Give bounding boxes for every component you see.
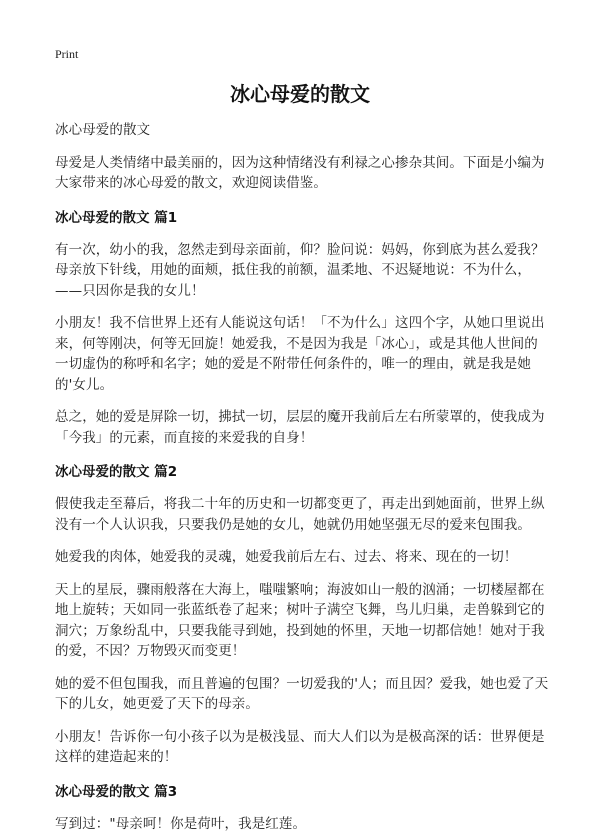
section-1-paragraph-1: 有一次，幼小的我，忽然走到母亲面前，仰？脸问说：妈妈，你到底为甚么爱我？母亲放下针线，用她的面颊，抵住我的前额，温柔地、不迟疑地说：不为什么，——只因你是我的女儿！	[55, 240, 550, 302]
section-heading-2: 冰心母爱的散文 篇2	[55, 462, 550, 482]
print-link[interactable]: Print	[55, 47, 78, 62]
section-2-paragraph-1: 假使我走至幕后，将我二十年的历史和一切都变更了，再走出到她面前，世界上纵没有一个人认识我，只要我仍是她的女儿，她就仍用她坚强无尽的爱来包围我。	[55, 494, 550, 535]
section-2-paragraph-4: 她的爱不但包围我，而且普遍的包围？一切爱我的'人；而且因？爱我，她也爱了天下的儿女，她更爱了天下的母亲。	[55, 674, 550, 715]
section-heading-3: 冰心母爱的散文 篇3	[55, 782, 550, 802]
section-1-paragraph-3: 总之，她的爱是屏除一切，拂拭一切，层层的魔开我前后左右所蒙罩的，使我成为「今我」的元素，而直接的来爱我的自身！	[55, 407, 550, 448]
section-3-paragraph-1: 写到过："母亲呵！你是荷叶，我是红莲。	[55, 814, 550, 834]
section-heading-1: 冰心母爱的散文 篇1	[55, 208, 550, 228]
section-1-paragraph-2: 小朋友！我不信世界上还有人能说这句话！「不为什么」这四个字，从她口里说出来，何等刚决，何等无回旋！她爱我，不是因为我是「冰心」，或是其他人世间的一切虚伪的称呼和名字；她的爱是不附带任何条件的，唯一的理由，就是我是她的'女儿。	[55, 313, 550, 395]
section-2-paragraph-5: 小朋友！告诉你一句小孩子以为是极浅显、而大人们以为是极高深的话：世界便是这样的建造起来的！	[55, 727, 550, 768]
section-2-paragraph-3: 天上的星辰，骤雨般落在大海上，嗤嗤繁响；海波如山一般的汹涌；一切楼屋都在地上旋转；天如同一张蓝纸卷了起来；树叶子满空飞舞，鸟儿归巢，走兽躲到它的洞穴；万象纷乱中，只要我能寻到她，投到她的怀里，天地一切都信她！她对于我的爱，不因？万物毁灭而变更！	[55, 580, 550, 662]
intro-paragraph: 母爱是人类情绪中最美丽的，因为这种情绪没有利禄之心掺杂其间。下面是小编为大家带来的冰心母爱的散文，欢迎阅读借鉴。	[55, 153, 550, 194]
page-title: 冰心母爱的散文	[0, 78, 600, 107]
document-subtitle: 冰心母爱的散文	[55, 120, 550, 141]
document-body	[55, 120, 550, 834]
section-2-paragraph-2: 她爱我的肉体，她爱我的灵魂，她爱我前后左右、过去、将来、现在的一切！	[55, 547, 550, 568]
